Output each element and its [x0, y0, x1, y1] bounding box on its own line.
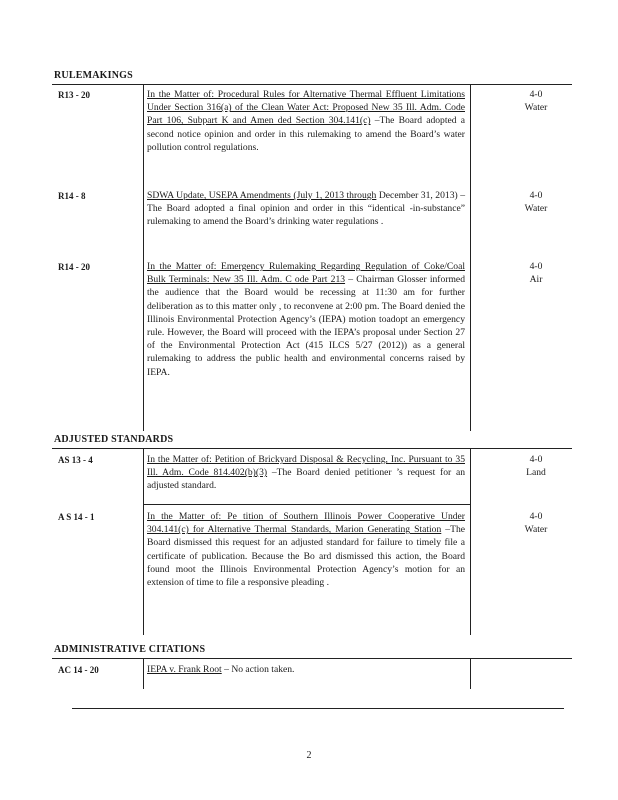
vote-medium: Air [529, 274, 543, 286]
column-divider [470, 449, 471, 635]
docket-number: AS 13 - 4 [58, 455, 93, 465]
section-heading-administrative-citations: ADMINISTRATIVE CITATIONS [54, 644, 206, 655]
column-divider [470, 85, 471, 431]
case-description [147, 88, 465, 154]
vote-result [505, 189, 567, 215]
case-title: In the Matter of: Emergency Rulemaking Regarding Regulation of Coke/Coal Bulk Terminals: New 35 Ill. Adm. C ode Part 213 [147, 261, 465, 286]
case-title: SDWA Update, USEPA Amendments (July 1, 2013 through [147, 190, 377, 201]
case-summary: –The Board denied petitioner ’s request for an adjusted standard. [147, 467, 466, 492]
vote-result [505, 260, 567, 286]
vote-count: 4-0 [529, 511, 543, 522]
vote-result [505, 88, 567, 114]
case-summary: –The Board adopted a second notice opinion and order in this rulemaking to amend the Board’s water pollution control regulations. [147, 115, 465, 153]
case-title: IEPA v. Frank Root [147, 664, 222, 675]
case-description [147, 189, 465, 229]
page-number: 2 [306, 750, 312, 761]
vote-medium: Water [524, 102, 548, 114]
row-divider [143, 504, 470, 505]
vote-count: 4-0 [529, 190, 543, 201]
case-title: In the Matter of: Procedural Rules for Alternative Thermal Effluent Limitations Under Section 316(a) of the Clean Water Act: Proposed New 35 Ill. Adm. Code Part 106, Subpart K and Amen ded Section 304.141(c) [147, 89, 465, 127]
case-title: In the Matter of: Petition of Brickyard Disposal & Recycling, Inc. Pursuant to 35 Ill. Adm. Code 814.402(b)(3) [147, 454, 465, 479]
case-summary: – No action taken. [221, 664, 295, 675]
case-summary: –The Board dismissed this request for an adjusted standard for failure to timely file a certificate of publication. Because the Bo ard dismissed this action, the Board found moot the Illinois Environmental Protection Agency’s motion for an extension of time to file a responsive pleading . [147, 524, 465, 589]
case-description [147, 663, 465, 676]
vote-medium: Land [526, 467, 546, 479]
vote-medium: Water [524, 524, 548, 536]
case-title: In the Matter of: Pe tition of Southern Illinois Power Cooperative Under 304.141(c) for Alternative Thermal Standards, Marion Generating Station [147, 511, 465, 536]
vote-result [505, 453, 567, 479]
section-divider [52, 84, 572, 85]
vote-result [505, 510, 567, 536]
vote-count: 4-0 [529, 454, 543, 465]
column-divider [143, 85, 144, 431]
docket-number: R13 - 20 [58, 90, 90, 100]
vote-medium: Water [524, 203, 548, 215]
docket-number: R14 - 8 [58, 191, 86, 201]
footer-divider [72, 708, 564, 709]
case-summary: December 31, 2013) –The Board adopted a final opinion and order in this “identical -in-substance” rulemaking to amend the Board’s drinking water regulations . [147, 190, 465, 228]
column-divider [470, 659, 471, 689]
section-divider [52, 658, 572, 659]
docket-number: A S 14 - 1 [58, 512, 95, 522]
docket-number: AC 14 - 20 [58, 665, 99, 675]
vote-count: 4-0 [529, 89, 543, 100]
column-divider [143, 659, 144, 689]
case-description [147, 260, 465, 379]
section-heading-rulemakings: RULEMAKINGS [54, 70, 133, 81]
case-description [147, 510, 465, 589]
section-heading-adjusted-standards: ADJUSTED STANDARDS [54, 434, 174, 445]
column-divider [143, 449, 144, 635]
section-divider [52, 448, 572, 449]
case-summary: – Chairman Glosser informed the audience that the Board would be recessing at 11:30 am for further deliberation as to this matter only , to reconvene at 2:00 pm. The Board denied the Illinois Environmental Protection Agency’s (IEPA) motion toadopt an emergency rule. However, the Board will proceed with the IEPA’s proposal under Section 27 of the Environmental Protection Act (415 ILCS 5/27 (2012)) as a general rulemaking to address the public health and environmental concerns raised by IEPA. [147, 274, 465, 378]
case-description [147, 453, 465, 493]
docket-number: R14 - 20 [58, 262, 90, 272]
vote-count: 4-0 [529, 261, 543, 272]
